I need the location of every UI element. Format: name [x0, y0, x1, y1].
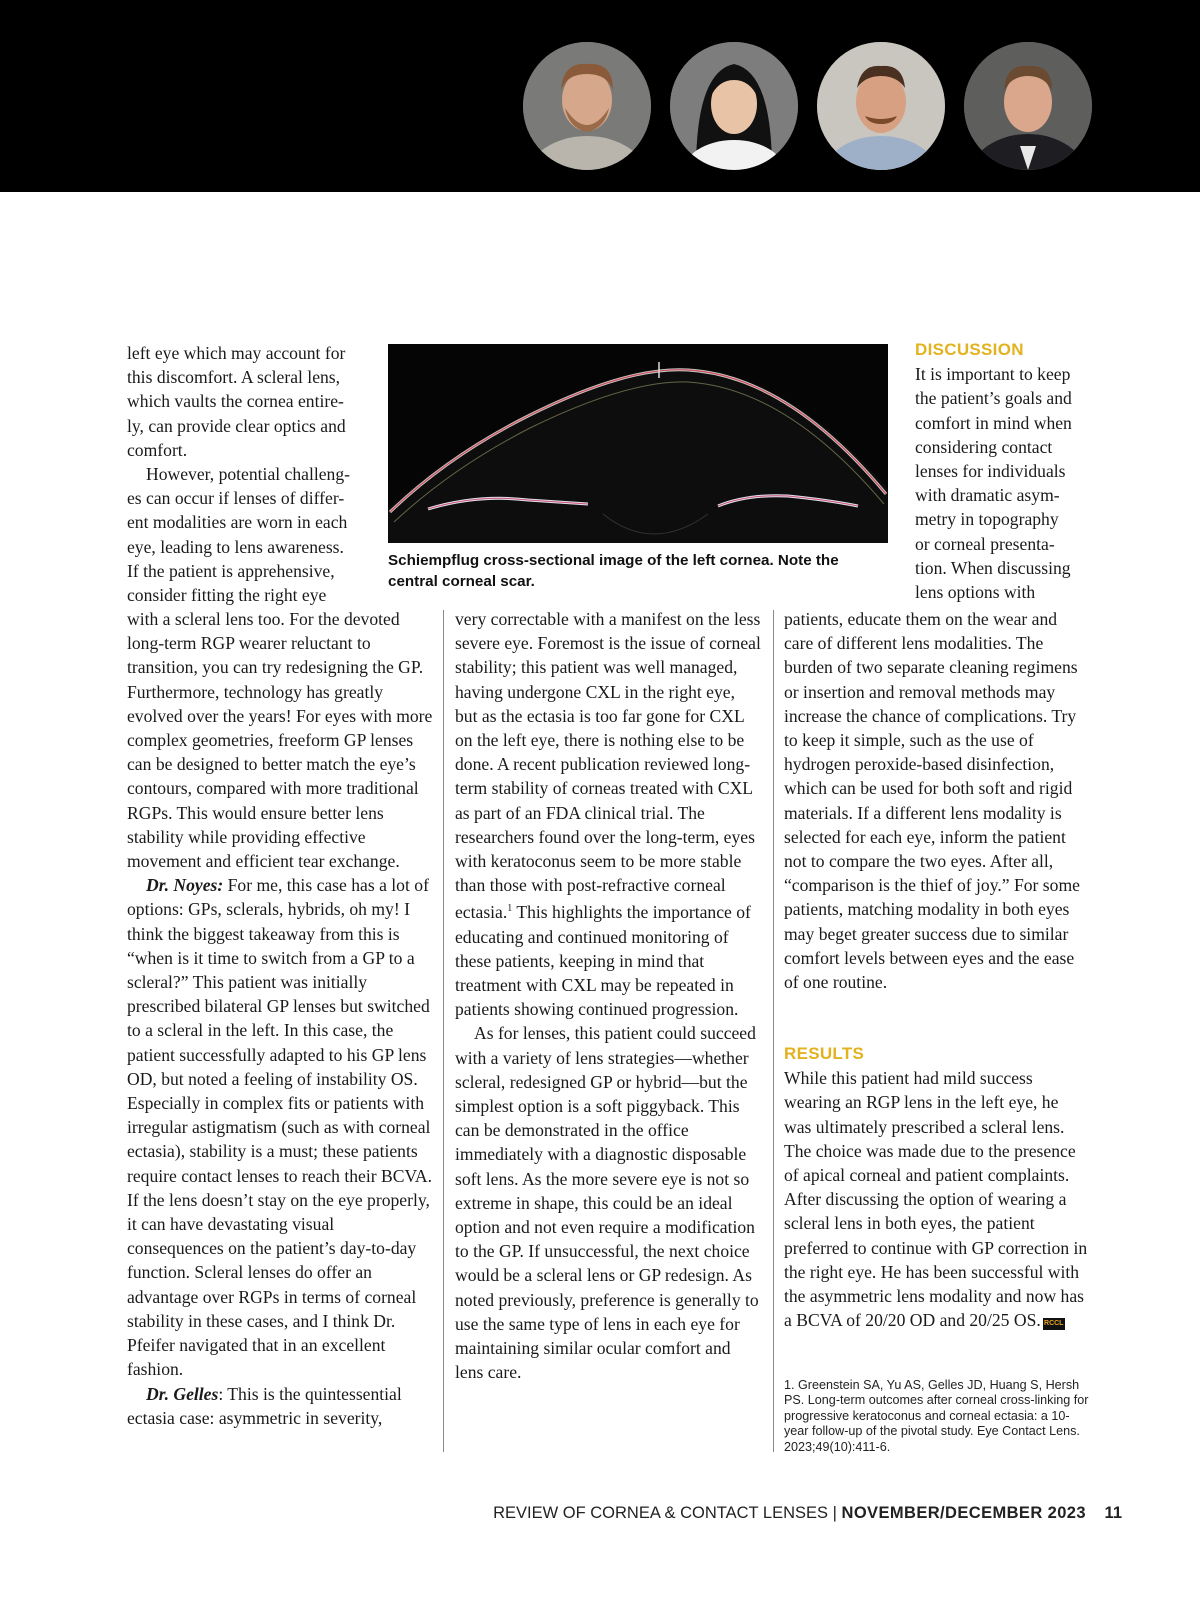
- speaker-name: Dr. Noyes:: [146, 875, 224, 896]
- body-paragraph: with a scleral lens too. For the devoted long-term RGP wearer reluctant to transition, you can try redesigning the GP. Furthermore, technology has greatly evolved over the years! For eyes with more complex geometries, freeform GP lenses can be designed to better match the eye’s contours, compared with more traditional RGPs. This would ensure better lens stability while providing effective movement and efficient tear exchange.: [127, 609, 433, 872]
- discussion-line: tion. When discussing: [915, 557, 1071, 578]
- column1-line: eye, leading to lens awareness.: [127, 536, 344, 557]
- column1-line: left eye which may account for: [127, 343, 346, 363]
- column1-body: [127, 607, 433, 1430]
- page-number: 11: [1104, 1504, 1122, 1522]
- column1-line: ent modalities are worn in each: [127, 512, 348, 533]
- discussion-top: [915, 338, 1100, 604]
- references: [784, 1378, 1094, 1455]
- end-of-article-icon: RCCL: [1043, 1318, 1065, 1330]
- column1-line: ly, can provide clear optics and: [127, 415, 346, 436]
- column1-line: this discomfort. A scleral lens,: [127, 367, 341, 388]
- column1-top: [127, 341, 367, 607]
- author-portrait-2: [670, 42, 798, 170]
- schiempflug-image: [388, 344, 888, 543]
- body-paragraph: Dr. Noyes: For me, this case has a lot of options: GPs, sclerals, hybrids, oh my! I think the biggest takeaway from this is “when is it time to switch from a GP to a scleral?” This patient was initially prescribed bilateral GP lenses but switched to a scleral in the left. In this case, the patient successfully adapted to his GP lens OD, but noted a feeling of instability OS. Especially in complex fits or patients with irregular astigmatism (such as with corneal ectasia), stability is a must; these patients require contact lenses to reach their BCVA. If the lens doesn’t stay on the eye properly, it can have devastating visual consequences on the patient’s day-to-day function. Scleral lenses do offer an advantage over RGPs in terms of corneal stability in these cases, and I think Dr. Pfeifer navigated that in an excellent fashion.: [127, 875, 433, 1380]
- column2-body: [455, 607, 761, 1384]
- discussion-line: metry in topography: [915, 509, 1059, 530]
- issue-date: NOVEMBER/DECEMBER 2023: [841, 1504, 1086, 1522]
- author-portrait-1: [523, 42, 651, 170]
- results-section: [784, 1042, 1090, 1332]
- footer-separator: |: [832, 1504, 837, 1522]
- discussion-heading: DISCUSSION: [915, 340, 1024, 359]
- discussion-line: lens options with: [915, 582, 1036, 603]
- discussion-line: the patient’s goals and: [915, 388, 1072, 409]
- figure-caption: Schiempflug cross-sectional image of the left cornea. Note the central corneal scar.: [388, 552, 839, 590]
- body-paragraph: While this patient had mild success wearing an RGP lens in the left eye, he was ultimately prescribed a scleral lens. The choice was made due to the presence of apical corneal and patient complaints. After discussing the option of wearing a scleral lens in both eyes, the patient preferred to continue with GP correction in the right eye. He has been successful with the asymmetric lens modality and now has a BCVA of 20/20 OD and 20/25 OS. RCCL: [784, 1068, 1088, 1331]
- column1-line: comfort.: [127, 439, 188, 460]
- column1-line: which vaults the cornea entire-: [127, 391, 344, 412]
- body-paragraph: very correctable with a manifest on the less severe eye. Foremost is the issue of corneal stability; this patient was well managed, having undergone CXL in the right eye, but as the ectasia is too far gone for CXL on the left eye, there is nothing else to be done. A recent publication reviewed long-term stability of corneas treated with CXL as part of an FDA clinical trial. The researchers found over the long-term, eyes with keratoconus seem to be more stable than those with post-refractive corneal ectasia.$^1$ This highlights the importance of educating and continued monitoring of these patients, keeping in mind that treatment with CXL may be repeated in patients showing continued progression.: [455, 609, 761, 1020]
- speaker-name: Dr. Gelles: [146, 1383, 219, 1404]
- column1-line: If the patient is apprehensive,: [127, 560, 335, 581]
- publication-name: REVIEW OF CORNEA & CONTACT LENSES: [493, 1504, 829, 1522]
- discussion-line: comfort in mind when: [915, 412, 1072, 433]
- results-heading: RESULTS: [784, 1044, 865, 1063]
- discussion-line: It is important to keep: [915, 364, 1071, 385]
- column-rule: [443, 610, 444, 1452]
- body-paragraph: As for lenses, this patient could succeed with a variety of lens strategies—whether scleral, redesigned GP or hybrid—but the simplest option is a soft piggyback. This can be demonstrated in the office immediately with a diagnostic disposable soft lens. As the more severe eye is not so extreme in shape, this could be an ideal option and not even require a modification to the GP. If unsuccessful, the next choice would be a scleral lens or GP redesign. As noted previously, preference is generally to use the same type of lens in each eye for maintaining similar ocular comfort and lens care.: [455, 1023, 759, 1383]
- citation-mark: 1: [507, 903, 513, 915]
- discussion-line: or corneal presenta-: [915, 533, 1055, 554]
- column1-line: es can occur if lenses of differ-: [127, 488, 345, 509]
- body-paragraph: Dr. Gelles: This is the quintessential ectasia case: asymmetric in severity,: [127, 1383, 402, 1428]
- discussion-line: with dramatic asym-: [915, 485, 1060, 506]
- column1-line: consider fitting the right eye: [127, 585, 327, 606]
- author-portrait-4: [964, 42, 1092, 170]
- column-rule: [773, 610, 774, 1452]
- page-footer: [493, 1504, 1122, 1523]
- reference-item: 1. Greenstein SA, Yu AS, Gelles JD, Huang S, Hersh PS. Long-term outcomes after corneal cross-linking for progressive keratoconus and corneal ectasia: a 10-year follow-up of the pivotal study. Eye Contact Lens. 2023;49(10):411-6.: [784, 1378, 1089, 1454]
- discussion-line: lenses for individuals: [915, 461, 1066, 482]
- discussion-line: considering contact: [915, 436, 1053, 457]
- author-portrait-3: [817, 42, 945, 170]
- column1-line: However, potential challeng-: [146, 464, 350, 485]
- discussion-body: [784, 607, 1090, 994]
- body-paragraph: patients, educate them on the wear and care of different lens modalities. The burden of two separate cleaning regimens or insertion and removal methods may increase the chance of complications. Try to keep it simple, such as the use of hydrogen peroxide-based disinfection, which can be used for both soft and rigid materials. If a different lens modality is selected for each eye, inform the patient not to compare the two eyes. After all, “comparison is the thief of joy.” For some patients, matching modality in both eyes may beget greater success due to similar comfort levels between eyes and the ease of one routine.: [784, 609, 1080, 993]
